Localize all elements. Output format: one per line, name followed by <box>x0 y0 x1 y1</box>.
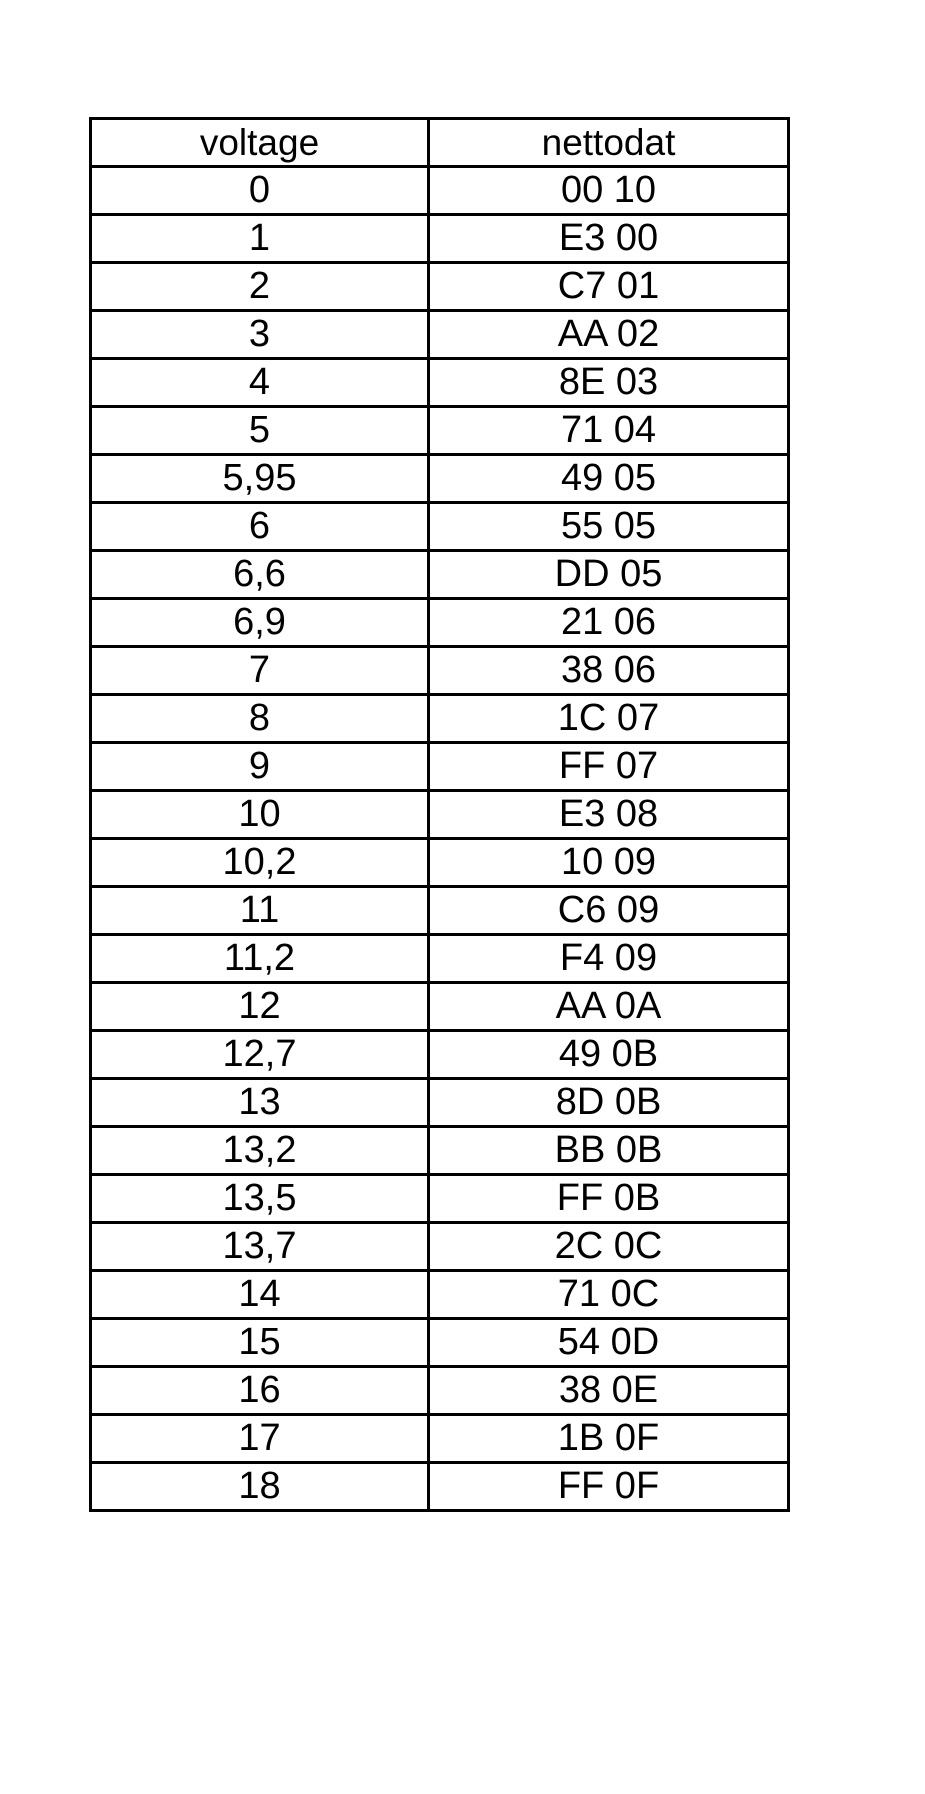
table-row <box>91 1175 789 1223</box>
cell-nettodat: 71 0C <box>429 1271 789 1319</box>
table-header <box>91 119 789 167</box>
table-row <box>91 839 789 887</box>
cell-nettodat: F4 09 <box>429 935 789 983</box>
cell-nettodat: FF 0B <box>429 1175 789 1223</box>
cell-voltage: 5,95 <box>91 455 429 503</box>
table-row <box>91 1223 789 1271</box>
cell-nettodat: E3 00 <box>429 215 789 263</box>
table-row <box>91 215 789 263</box>
cell-voltage: 6,9 <box>91 599 429 647</box>
cell-voltage: 6 <box>91 503 429 551</box>
table-row <box>91 1127 789 1175</box>
cell-nettodat: 8D 0B <box>429 1079 789 1127</box>
cell-nettodat: AA 0A <box>429 983 789 1031</box>
table-row <box>91 887 789 935</box>
cell-voltage: 15 <box>91 1319 429 1367</box>
table-row <box>91 647 789 695</box>
table-row <box>91 1271 789 1319</box>
table-row <box>91 1415 789 1463</box>
cell-voltage: 4 <box>91 359 429 407</box>
cell-nettodat: 21 06 <box>429 599 789 647</box>
table-row <box>91 695 789 743</box>
header-row <box>91 119 789 167</box>
header-nettodat: nettodat <box>429 119 789 167</box>
table-row <box>91 1079 789 1127</box>
table-row <box>91 743 789 791</box>
cell-nettodat: 1C 07 <box>429 695 789 743</box>
cell-voltage: 12,7 <box>91 1031 429 1079</box>
table-row <box>91 503 789 551</box>
cell-voltage: 2 <box>91 263 429 311</box>
cell-nettodat: 71 04 <box>429 407 789 455</box>
cell-nettodat: FF 0F <box>429 1463 789 1511</box>
table-row <box>91 311 789 359</box>
cell-voltage: 16 <box>91 1367 429 1415</box>
cell-nettodat: C6 09 <box>429 887 789 935</box>
cell-nettodat: 38 06 <box>429 647 789 695</box>
table-row <box>91 1463 789 1511</box>
cell-voltage: 11,2 <box>91 935 429 983</box>
cell-voltage: 1 <box>91 215 429 263</box>
cell-voltage: 0 <box>91 167 429 215</box>
table-row <box>91 983 789 1031</box>
cell-voltage: 12 <box>91 983 429 1031</box>
header-voltage: voltage <box>91 119 429 167</box>
cell-voltage: 10,2 <box>91 839 429 887</box>
cell-nettodat: 10 09 <box>429 839 789 887</box>
table-row <box>91 599 789 647</box>
cell-voltage: 8 <box>91 695 429 743</box>
cell-nettodat: DD 05 <box>429 551 789 599</box>
cell-nettodat: 55 05 <box>429 503 789 551</box>
cell-nettodat: 38 0E <box>429 1367 789 1415</box>
cell-nettodat: 54 0D <box>429 1319 789 1367</box>
table-body <box>91 167 789 1511</box>
table-row <box>91 935 789 983</box>
cell-nettodat: 1B 0F <box>429 1415 789 1463</box>
voltage-table <box>89 117 790 1512</box>
cell-voltage: 3 <box>91 311 429 359</box>
cell-voltage: 13 <box>91 1079 429 1127</box>
table-row <box>91 791 789 839</box>
table-row <box>91 407 789 455</box>
cell-voltage: 14 <box>91 1271 429 1319</box>
cell-nettodat: 49 05 <box>429 455 789 503</box>
cell-nettodat: C7 01 <box>429 263 789 311</box>
table-row <box>91 1319 789 1367</box>
table-row <box>91 1031 789 1079</box>
cell-voltage: 13,2 <box>91 1127 429 1175</box>
table-row <box>91 263 789 311</box>
cell-nettodat: 00 10 <box>429 167 789 215</box>
table-row <box>91 551 789 599</box>
cell-voltage: 11 <box>91 887 429 935</box>
cell-voltage: 9 <box>91 743 429 791</box>
cell-voltage: 10 <box>91 791 429 839</box>
table-row <box>91 455 789 503</box>
cell-voltage: 5 <box>91 407 429 455</box>
table-row <box>91 359 789 407</box>
cell-voltage: 13,5 <box>91 1175 429 1223</box>
cell-nettodat: 2C 0C <box>429 1223 789 1271</box>
table-row <box>91 1367 789 1415</box>
table-row <box>91 167 789 215</box>
cell-nettodat: FF 07 <box>429 743 789 791</box>
cell-voltage: 17 <box>91 1415 429 1463</box>
cell-nettodat: E3 08 <box>429 791 789 839</box>
cell-nettodat: 49 0B <box>429 1031 789 1079</box>
cell-voltage: 13,7 <box>91 1223 429 1271</box>
cell-voltage: 6,6 <box>91 551 429 599</box>
cell-nettodat: AA 02 <box>429 311 789 359</box>
cell-voltage: 18 <box>91 1463 429 1511</box>
cell-nettodat: 8E 03 <box>429 359 789 407</box>
cell-nettodat: BB 0B <box>429 1127 789 1175</box>
cell-voltage: 7 <box>91 647 429 695</box>
